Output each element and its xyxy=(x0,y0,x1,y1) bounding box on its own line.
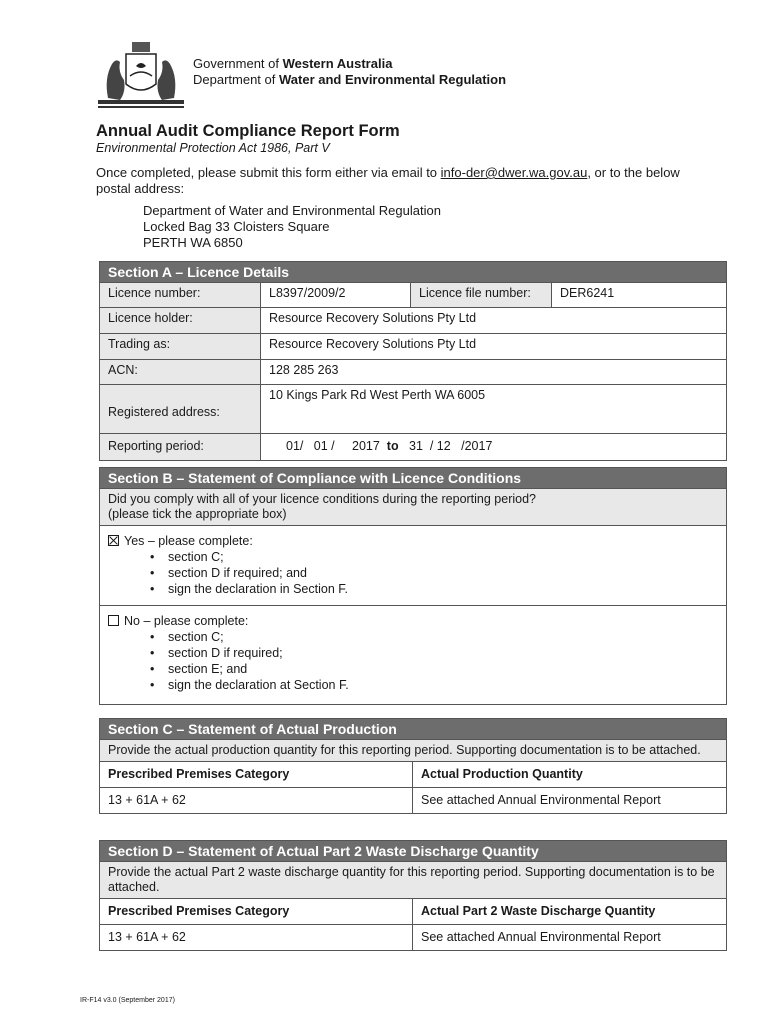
government-header xyxy=(193,56,506,88)
licence-holder-value[interactable]: Resource Recovery Solutions Pty Ltd xyxy=(269,311,477,325)
waste-discharge-quantity-value[interactable]: See attached Annual Environmental Report xyxy=(421,930,661,944)
reporting-period-row: Reporting period: 01/ 01 / 2017 to 31 / 12 /2017 xyxy=(100,434,726,460)
acn-value[interactable]: 128 285 263 xyxy=(269,363,339,377)
trading-as-value[interactable]: Resource Recovery Solutions Pty Ltd xyxy=(269,337,477,351)
section-a-heading: Section A – Licence Details xyxy=(100,262,726,283)
licence-number-row: Licence number: L8397/2009/2 Licence file number: DER6241 xyxy=(100,283,726,308)
column-header: Prescribed Premises Category xyxy=(100,899,413,924)
section-d-waste-discharge xyxy=(99,840,727,951)
reporting-period-value[interactable]: 01/ 01 / 2017 to 31 / 12 /2017 xyxy=(286,439,493,453)
licence-file-number-value[interactable]: DER6241 xyxy=(560,286,615,300)
list-item: • section D if required; and xyxy=(150,565,718,581)
acn-row: ACN: 128 285 263 xyxy=(100,360,726,385)
list-item: • section C; xyxy=(150,549,718,565)
trading-as-row: Trading as: Resource Recovery Solutions Pty Ltd xyxy=(100,334,726,360)
list-item: • sign the declaration at Section F. xyxy=(150,677,718,693)
section-d-header-row xyxy=(100,899,726,925)
section-c-header-row xyxy=(100,762,726,788)
registered-address-value[interactable]: 10 Kings Park Rd West Perth WA 6005 xyxy=(269,388,486,402)
section-c-heading: Section C – Statement of Actual Production xyxy=(100,719,726,740)
wa-government-crest-logo xyxy=(96,40,186,112)
postal-address: Department of Water and Environmental Regulation Locked Bag 33 Cloisters Square PERTH WA 6850 xyxy=(143,203,441,250)
yes-checkbox[interactable] xyxy=(108,535,119,546)
licence-number-value[interactable]: L8397/2009/2 xyxy=(261,283,411,307)
form-subtitle: Environmental Protection Act 1986, Part V xyxy=(96,141,330,155)
section-b-compliance xyxy=(99,467,727,705)
column-header: Actual Part 2 Waste Discharge Quantity xyxy=(421,904,656,918)
section-b-heading: Section B – Statement of Compliance with Licence Conditions xyxy=(100,468,726,489)
premises-category-value[interactable]: 13 + 61A + 62 xyxy=(100,788,413,813)
no-checkbox[interactable] xyxy=(108,615,119,626)
section-c-instruction: Provide the actual production quantity for this reporting period. Supporting documentation is to be attached. xyxy=(100,740,726,762)
submission-instructions: Once completed, please submit this form either via email to info-der@dwer.wa.gov.au, or to the below postal address: xyxy=(96,165,680,196)
form-title: Annual Audit Compliance Report Form xyxy=(96,122,400,140)
premises-category-value[interactable]: 13 + 61A + 62 xyxy=(100,925,413,950)
no-option: No – please complete: • section C; • section D if required; • section E; and • sign the declaration at Section F. xyxy=(100,606,726,704)
yes-option: Yes – please complete: • section C; • section D if required; and • sign the declaration in Section F. xyxy=(100,526,726,606)
section-d-instruction: Provide the actual Part 2 waste discharge quantity for this reporting period. Supporting documentation is to be attached. xyxy=(100,862,726,899)
column-header: Actual Production Quantity xyxy=(421,767,583,781)
licence-holder-row: Licence holder: Resource Recovery Solutions Pty Ltd xyxy=(100,308,726,334)
section-a-licence-details xyxy=(99,261,727,461)
list-item: • section C; xyxy=(150,629,718,645)
kangaroo-right xyxy=(158,60,176,100)
crown-shape xyxy=(132,42,150,52)
email-link[interactable]: info-der@dwer.wa.gov.au xyxy=(440,165,588,180)
list-item: • sign the declaration in Section F. xyxy=(150,581,718,597)
compliance-question: Did you comply with all of your licence conditions during the reporting period? (please tick the appropriate box) xyxy=(100,489,726,526)
list-item: • section D if required; xyxy=(150,645,718,661)
kangaroo-left xyxy=(107,60,125,100)
section-c-actual-production xyxy=(99,718,727,814)
form-version-footer: IR-F14 v3.0 (September 2017) xyxy=(80,997,175,1004)
column-header: Prescribed Premises Category xyxy=(100,762,413,787)
registered-address-row: Registered address: 10 Kings Park Rd West Perth WA 6005 xyxy=(100,385,726,434)
section-d-heading: Section D – Statement of Actual Part 2 Waste Discharge Quantity xyxy=(100,841,726,862)
list-item: • section E; and xyxy=(150,661,718,677)
production-quantity-value[interactable]: See attached Annual Environmental Report xyxy=(421,793,661,807)
section-d-data-row xyxy=(100,925,726,950)
section-c-data-row xyxy=(100,788,726,813)
government-line: Government of Western Australia xyxy=(193,56,393,71)
department-line: Department of Water and Environmental Regulation xyxy=(193,72,507,87)
